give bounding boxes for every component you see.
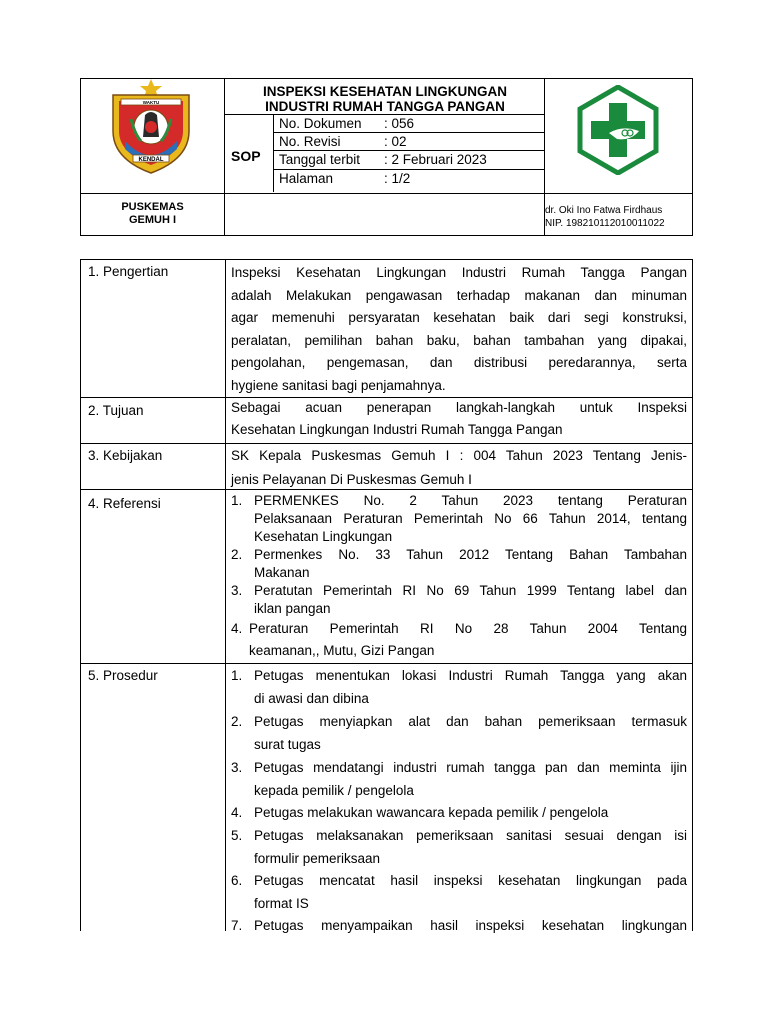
title-line: INDUSTRI RUMAH TANGGA PANGAN — [265, 99, 505, 114]
section-label-referensi: 4. Referensi — [88, 496, 161, 511]
item-line: Pelaksanaan Peraturan Pemerintah No 66 Tahun 2014, tentang — [254, 511, 687, 526]
item-line: Petugas menentukan lokasi Industri Rumah Tangga yang akan — [254, 668, 687, 683]
item-line: Peraturan Pemerintah RI No 28 Tahun 2004 Tentang — [249, 621, 687, 636]
meta-key: No. Revisi — [279, 134, 341, 149]
prosedur-item — [231, 869, 687, 915]
prosedur-item — [231, 664, 687, 710]
meta-key: Halaman — [279, 171, 334, 186]
org-line: PUSKEMAS — [121, 201, 184, 213]
referensi-item — [231, 582, 687, 618]
section-label-kebijakan: 3. Kebijakan — [88, 448, 163, 463]
item-line: formulir pemeriksaan — [254, 851, 381, 866]
item-number: 5. — [231, 828, 243, 843]
section-text-kebijakan — [231, 444, 687, 492]
item-line: Permenkes No. 33 Tahun 2012 Tentang Bahan Tambahan — [254, 547, 687, 562]
item-number: 1. — [231, 668, 243, 683]
item-line: PERMENKES No. 2 Tahun 2023 tentang Peraturan — [254, 493, 687, 508]
title-line: INSPEKSI KESEHATAN LINGKUNGAN — [262, 84, 507, 99]
meta-row-revisi — [274, 133, 528, 151]
text-line: agar memenuhi persyaratan kesehatan baik dari segi konstruksi, — [231, 310, 687, 326]
meta-value: : 2 Februari 2023 — [384, 152, 487, 167]
referensi-item — [231, 546, 687, 582]
prosedur-item — [231, 710, 687, 756]
referensi-item — [231, 618, 687, 662]
item-line: Petugas melaksanakan pemeriksaan sanitasi sesuai dengan isi — [254, 828, 687, 843]
prosedur-item — [231, 824, 687, 870]
text-line: adalah Melakukan pengawasan terhadap makanan dan minuman — [231, 287, 687, 303]
crest-top-text: WAKTU — [142, 100, 160, 105]
signer-block — [545, 204, 665, 230]
item-number: 1. — [231, 493, 243, 508]
text-line: Kesehatan Lingkungan Industri Rumah Tangga Pangan — [231, 422, 563, 437]
sop-content-table — [80, 259, 693, 931]
prosedur-item — [231, 756, 687, 802]
document-title — [225, 84, 545, 114]
meta-key: Tanggal terbit — [279, 152, 361, 167]
section-label-prosedur: 5. Prosedur — [88, 668, 158, 683]
item-line: Peratutan Pemerintah RI No 69 Tahun 1999 Tentang label dan — [254, 583, 687, 598]
meta-row-halaman — [274, 170, 528, 188]
item-number: 3. — [231, 583, 243, 598]
meta-row-dokumen — [274, 115, 528, 133]
meta-value: : 02 — [384, 134, 407, 149]
item-line: Petugas menyampaikan hasil inspeksi kesehatan lingkungan — [254, 918, 687, 933]
item-line: Kesehatan Lingkungan — [254, 529, 393, 544]
item-line: Petugas menyiapkan alat dan bahan pemeriksaan termasuk — [254, 714, 687, 729]
signer-name: dr. Oki Ino Fatwa Firdhaus — [545, 205, 663, 216]
item-line: kepada pemilik / pengelola — [254, 783, 414, 798]
organization-name — [81, 201, 224, 227]
puskesmas-logo — [573, 85, 663, 175]
item-number: 6. — [231, 873, 243, 888]
section-label-pengertian: 1. Pengertian — [88, 264, 169, 279]
signer-nip: NIP. 198210112010011022 — [545, 218, 665, 229]
meta-row-tanggal — [274, 151, 528, 169]
text-line: peralatan, pemilihan bahan baku, bahan tambahan yang dipakai, — [231, 332, 687, 348]
text-line: SK Kepala Puskesmas Gemuh I : 004 Tahun 2023 Tentang Jenis- — [231, 448, 687, 463]
item-line: Makanan — [254, 565, 310, 580]
item-line: di awasi dan dibina — [254, 691, 369, 706]
meta-key: No. Dokumen — [279, 116, 362, 131]
item-number: 2. — [231, 547, 243, 562]
text-line: Sebagai acuan penerapan langkah-langkah untuk Inspeksi — [231, 400, 687, 415]
meta-value: : 1/2 — [384, 171, 411, 186]
text-line: Inspeksi Kesehatan Lingkungan Industri Rumah Tangga Pangan — [231, 265, 687, 280]
divider — [225, 260, 226, 931]
section-label-tujuan: 2. Tujuan — [88, 403, 144, 418]
item-number: 7. — [231, 918, 243, 933]
kendal-crest-logo — [107, 79, 195, 175]
item-number: 3. — [231, 760, 243, 775]
item-line: surat tugas — [254, 737, 321, 752]
item-line: keamanan,, Mutu, Gizi Pangan — [249, 643, 435, 658]
prosedur-item — [231, 801, 687, 824]
sop-label: SOP — [231, 148, 261, 164]
item-line: Petugas melakukan wawancara kepada pemilik / pengelola — [254, 805, 609, 820]
text-line: hygiene sanitasi bagi penjamahnya. — [231, 377, 446, 393]
sop-header — [80, 78, 693, 236]
item-number: 4. — [231, 621, 243, 636]
item-line: iklan pangan — [254, 601, 331, 616]
section-text-tujuan — [231, 397, 687, 441]
item-line: format IS — [254, 896, 309, 911]
item-number: 2. — [231, 714, 243, 729]
section-text-pengertian — [231, 262, 687, 398]
prosedur-item — [231, 914, 687, 937]
item-number: 4. — [231, 805, 243, 820]
meta-value: : 056 — [384, 116, 415, 131]
text-line: pengolahan, pengemasan, dan distribusi peredarannya, serta — [231, 355, 687, 371]
divider — [81, 193, 692, 194]
referensi-item — [231, 492, 687, 546]
org-line: GEMUH I — [128, 214, 177, 226]
item-line: Petugas mendatangi industri rumah tangga pan dan meminta ijin — [254, 760, 687, 775]
item-line: Petugas mencatat hasil inspeksi kesehatan lingkungan pada — [254, 873, 687, 888]
text-line: jenis Pelayanan Di Puskesmas Gemuh I — [231, 472, 472, 487]
crest-bottom-text: KENDAL — [138, 157, 164, 163]
